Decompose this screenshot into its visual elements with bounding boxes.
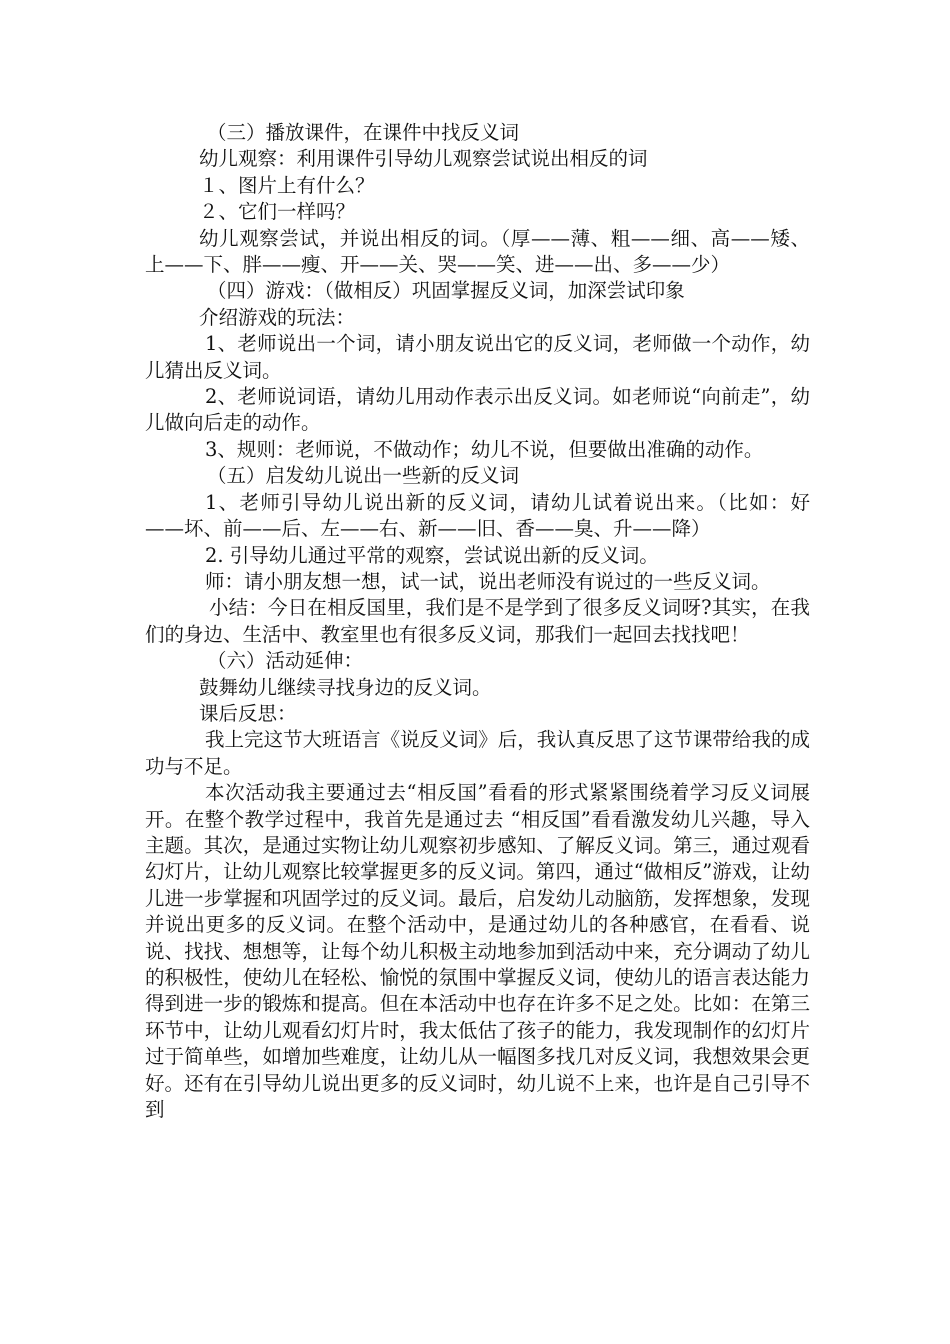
- paragraph: 介绍游戏的玩法：: [199, 305, 356, 329]
- list-item: 2、老师说词语，请幼儿用动作表示出反义词。如老师说“向前走”，幼儿做向后走的动作。: [145, 385, 810, 435]
- paragraph: 师：请小朋友想一想，试一试，说出老师没有说过的一些反义词。: [205, 569, 771, 593]
- paragraph: 幼儿观察：利用课件引导幼儿观察尝试说出相反的词: [199, 147, 648, 171]
- paragraph: 鼓舞幼儿继续寻找身边的反义词。: [199, 675, 492, 699]
- list-item: 1、老师引导幼儿说出新的反义词，请幼儿试着说出来。（比如：好——坏、前——后、左——右、新——旧、香——臭、升——降）: [145, 490, 810, 541]
- list-item: 3、规则：老师说，不做动作；幼儿不说，但要做出准确的动作。: [205, 437, 764, 461]
- list-item: 2. 引导幼儿通过平常的观察，尝试说出新的反义词。: [205, 543, 659, 567]
- list-item: 1、老师说出一个词，请小朋友说出它的反义词，老师做一个动作，幼儿猜出反义词。: [145, 332, 810, 382]
- list-item: １、图片上有什么？: [199, 173, 375, 197]
- section-heading: （五）启发幼儿说出一些新的反义词: [207, 464, 520, 488]
- document-body: [145, 120, 810, 1123]
- paragraph: 我上完这节大班语言《说反义词》后，我认真反思了这节课带给我的成功与不足。: [145, 728, 810, 778]
- list-item: ２、它们一样吗？: [199, 200, 356, 224]
- section-heading: （三）播放课件，在课件中找反义词: [207, 121, 520, 144]
- section-heading: （六）活动延伸：: [207, 649, 364, 673]
- paragraph: 幼儿观察尝试，并说出相反的词。（厚——薄、粗——细、高——矮、上——下、胖——瘦、开——关、哭——笑、进——出、多——少）: [145, 226, 810, 277]
- paragraph: 课后反思：: [199, 701, 297, 725]
- paragraph: 本次活动我主要通过去“相反国”看看的形式紧紧围绕着学习反义词展开。在整个教学过程中，我首先是通过去 “相反国”看看激发幼儿兴趣，导入主题。其次，是通过实物让幼儿观察初步感知、了解反义词。第三，通过观看幻灯片，让幼儿观察比较掌握更多的反义词。第四，通过“做相反”游戏，让幼儿进一步掌握和巩固学过的反义词。最后，启发幼儿动脑筋，发挥想象，发现并说出更多的反义词。在整个活动中，是通过幼儿的各种感官，在看看、说说、找找、想想等，让每个幼儿积极主动地参加到活动中来，充分调动了幼儿的积极性，使幼儿在轻松、愉悦的氛围中掌握反义词，使幼儿的语言表达能力得到进一步的锻炼和提高。但在本活动中也存在许多不足之处。比如：在第三环节中，让幼儿观看幻灯片时，我太低估了孩子的能力，我发现制作的幻灯片过于简单些，如增加些难度，让幼儿从一幅图多找几对反义词，我想效果会更好。还有在引导幼儿说出更多的反义词时，幼儿说不上来，也许是自己引导不到: [145, 781, 810, 1122]
- section-heading: （四）游戏：（做相反）巩固掌握反义词，加深尝试印象: [207, 279, 685, 303]
- paragraph: 小结：今日在相反国里，我们是不是学到了很多反义词呀?其实，在我们的身边、生活中、教室里也有很多反义词，那我们一起回去找找吧！: [145, 596, 810, 646]
